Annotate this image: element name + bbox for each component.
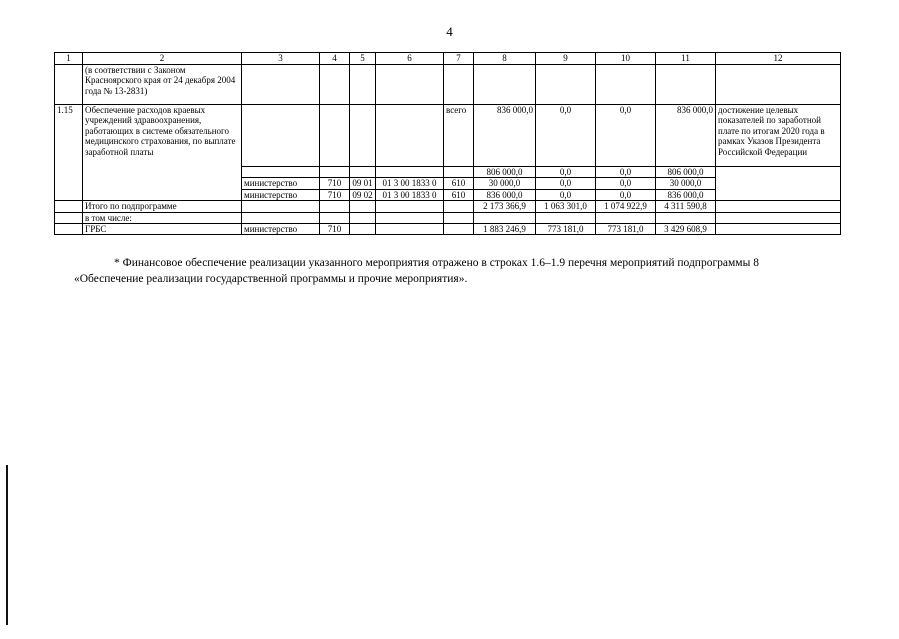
column-header: 11 bbox=[656, 53, 716, 65]
cell-total: 30 000,0 bbox=[656, 178, 716, 189]
column-header: 5 bbox=[350, 53, 376, 65]
cell-total: 836 000,0 bbox=[656, 105, 716, 167]
column-header: 1 bbox=[55, 53, 83, 65]
cell-2020: 0,0 bbox=[536, 178, 596, 189]
funding-kind: всего bbox=[444, 105, 474, 167]
cell-2020: 0,0 bbox=[536, 167, 596, 178]
cell-2020: 0,0 bbox=[536, 189, 596, 200]
table-header-row bbox=[55, 53, 841, 65]
cell-2021: 1 074 922,9 bbox=[596, 201, 656, 212]
cell-total: 836 000,0 bbox=[656, 189, 716, 200]
table-row-activity-1-15 bbox=[55, 105, 841, 167]
cell-2021: 0,0 bbox=[596, 189, 656, 200]
cell-grbs: министерство bbox=[242, 178, 320, 189]
cell-target: 01 3 00 1833 0 bbox=[376, 178, 444, 189]
cell-2021: 773 181,0 bbox=[596, 224, 656, 235]
activities-table bbox=[54, 52, 841, 235]
column-header: 4 bbox=[320, 53, 350, 65]
cell-2019: 2 173 366,9 bbox=[474, 201, 536, 212]
cell-2019: 836 000,0 bbox=[474, 105, 536, 167]
cell-vr: 610 bbox=[444, 178, 474, 189]
table-row-law-reference bbox=[55, 65, 841, 105]
cell-2021: 0,0 bbox=[596, 167, 656, 178]
expected-result: достижение целевых показателей по заработной плате по итогам 2020 года в рамках Указов Президента Российской Федерации bbox=[716, 105, 841, 167]
cell-2021: 0,0 bbox=[596, 105, 656, 167]
column-header: 10 bbox=[596, 53, 656, 65]
cell-grbs: министерство bbox=[242, 224, 320, 235]
cell-target: 01 3 00 1833 0 bbox=[376, 189, 444, 200]
scan-edge-mark bbox=[6, 465, 8, 625]
column-header: 9 bbox=[536, 53, 596, 65]
cell-2020: 773 181,0 bbox=[536, 224, 596, 235]
activity-number: 1.15 bbox=[55, 105, 83, 201]
column-header: 8 bbox=[474, 53, 536, 65]
cell-2021: 0,0 bbox=[596, 178, 656, 189]
table-row-including bbox=[55, 212, 841, 223]
column-header: 3 bbox=[242, 53, 320, 65]
cell-total: 806 000,0 bbox=[656, 167, 716, 178]
column-header: 6 bbox=[376, 53, 444, 65]
footnote-line-1: * Финансовое обеспечение реализации указанного мероприятия отражено в строках 1.6–1.9 перечня мероприятий подпрограммы 8 bbox=[114, 257, 759, 269]
column-header: 2 bbox=[83, 53, 242, 65]
cell-section: 09 02 bbox=[350, 189, 376, 200]
cell-2019: 806 000,0 bbox=[474, 167, 536, 178]
cell-vr: 610 bbox=[444, 189, 474, 200]
cell-code: 710 bbox=[320, 224, 350, 235]
including-label: в том числе: bbox=[83, 212, 242, 223]
grbs-label: ГРБС bbox=[83, 224, 242, 235]
cell-2019: 30 000,0 bbox=[474, 178, 536, 189]
cell-2020: 0,0 bbox=[536, 105, 596, 167]
column-header: 12 bbox=[716, 53, 841, 65]
cell-code: 710 bbox=[320, 189, 350, 200]
total-label: Итого по подпрограмме bbox=[83, 201, 242, 212]
cell-2020: 1 063 301,0 bbox=[536, 201, 596, 212]
cell-grbs: министерство bbox=[242, 189, 320, 200]
footnote bbox=[74, 256, 857, 287]
activity-name: Обеспечение расходов краевых учреждений здравоохранения, работающих в системе обязательного медицинского страхования, по выплате заработной платы bbox=[83, 105, 242, 201]
column-header: 7 bbox=[444, 53, 474, 65]
cell-section: 09 01 bbox=[350, 178, 376, 189]
cell-2019: 1 883 246,9 bbox=[474, 224, 536, 235]
footnote-line-2: «Обеспечение реализации государственной программы и прочие мероприятия». bbox=[74, 272, 468, 285]
cell-code: 710 bbox=[320, 178, 350, 189]
page-number: 4 bbox=[446, 24, 453, 39]
law-reference-text: (в соответствии с Законом Красноярского края от 24 декабря 2004 года № 13-2831) bbox=[83, 65, 242, 105]
cell-total: 4 311 590,8 bbox=[656, 201, 716, 212]
cell-2019: 836 000,0 bbox=[474, 189, 536, 200]
table-row-grbs bbox=[55, 224, 841, 235]
cell-total: 3 429 608,9 bbox=[656, 224, 716, 235]
table-row-total bbox=[55, 201, 841, 212]
